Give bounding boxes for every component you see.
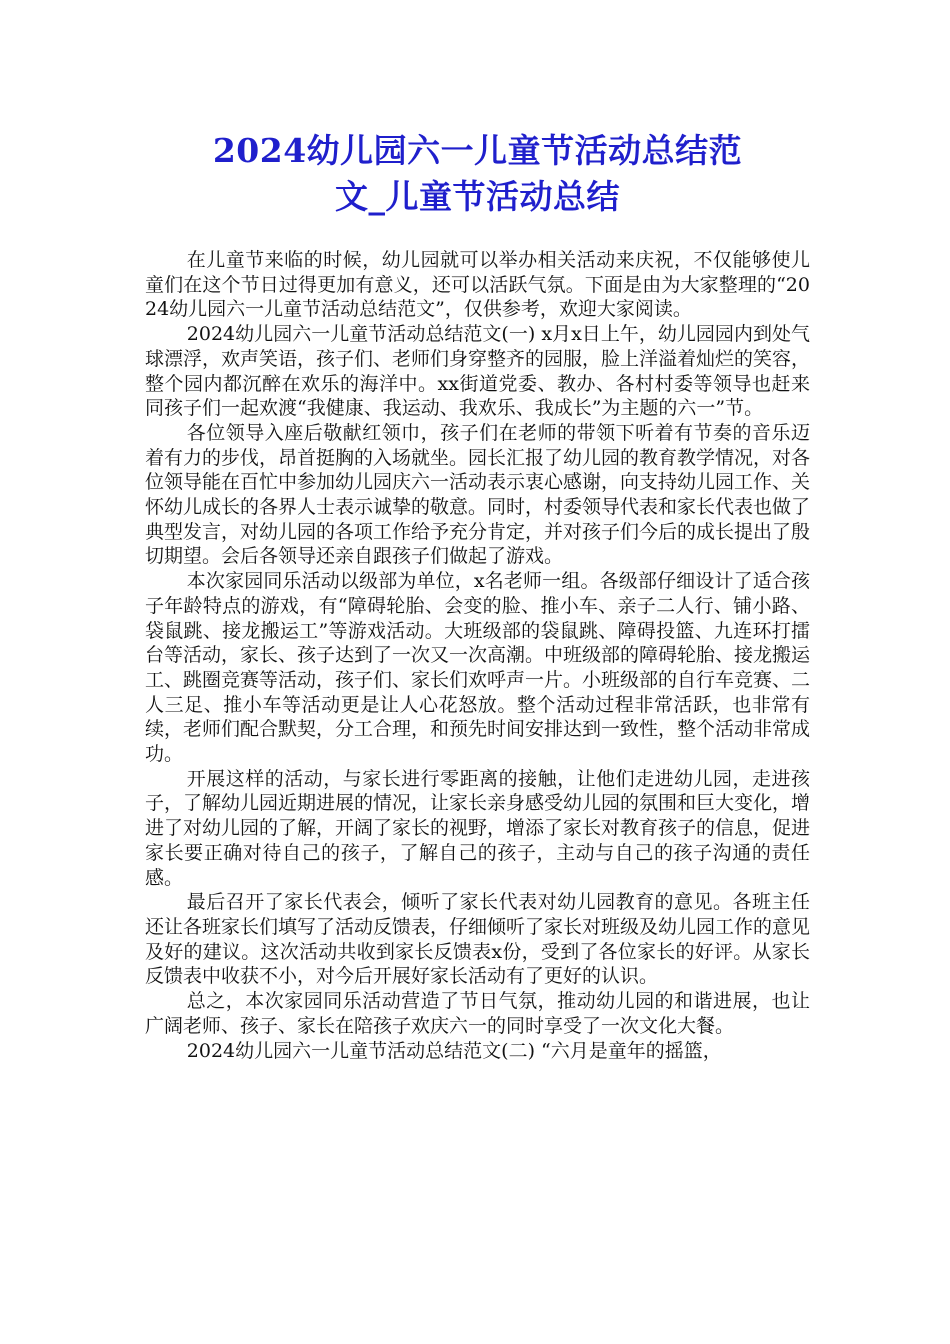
title-line-2: 文_儿童节活动总结	[335, 177, 620, 216]
paragraph-2: 各位领导入座后敬献红领巾，孩子们在老师的带领下听着有节奏的音乐迈着有力的步伐，昂首挺胸的入场就坐。园长汇报了幼儿园的教育教学情况，对各位领导能在百忙中参加幼儿园庆六一活动表示衷心感谢，向支持幼儿园工作、关怀幼儿成长的各界人士表示诚挚的敬意。同时，村委领导代表和家长代表也做了典型发言，对幼儿园的各项工作给予充分肯定，并对孩子们今后的成长提出了殷切期望。会后各领导还亲自跟孩子们做起了游戏。	[145, 421, 811, 568]
paragraph-6: 总之，本次家园同乐活动营造了节日气氛，推动幼儿园的和谐进展，也让广阔老师、孩子、家长在陪孩子欢庆六一的同时享受了一次文化大餐。	[145, 990, 810, 1037]
document-body	[145, 248, 810, 1063]
paragraph-7: 2024幼儿园六一儿童节活动总结范文(二) “六月是童年的摇篮，	[186, 1039, 722, 1062]
paragraph-4: 开展这样的活动，与家长进行零距离的接触，让他们走进幼儿园，走进孩子，了解幼儿园近期进展的情况，让家长亲身感受幼儿园的氛围和巨大变化，增进了对幼儿园的了解，开阔了家长的视野，增添了家长对教育孩子的信息，促进家长要正确对待自己的孩子，了解自己的孩子，主动与自己的孩子沟通的责任感。	[145, 767, 811, 889]
document-title	[145, 128, 810, 220]
paragraph-5: 最后召开了家长代表会，倾听了家长代表对幼儿园教育的意见。各班主任还让各班家长们填写了活动反馈表，仔细倾听了家长对班级及幼儿园工作的意见及好的建议。这次活动共收到家长反馈表x份，受到了各位家长的好评。从家长反馈表中收获不小，对今后开展好家长活动有了更好的认识。	[145, 891, 811, 988]
title-line-1: 2024幼儿园六一儿童节活动总结范	[212, 131, 743, 170]
paragraph-3: 本次家园同乐活动以级部为单位，x名老师一组。各级部仔细设计了适合孩子年龄特点的游戏，有“障碍轮胎、会变的脸、推小车、亲子二人行、铺小路、袋鼠跳、接龙搬运工”等游戏活动。大班级部的袋鼠跳、障碍投篮、九连环打擂台等活动，家长、孩子达到了一次又一次高潮。中班级部的障碍轮胎、接龙搬运工、跳圈竞赛等活动，孩子们、家长们欢呼声一片。小班级部的自行车竞赛、二人三足、推小车等活动更是让人心花怒放。整个活动过程非常活跃，也非常有续，老师们配合默契，分工合理，和预先时间安排达到一致性，整个活动非常成功。	[145, 570, 811, 766]
paragraph-intro: 在儿童节来临的时候，幼儿园就可以举办相关活动来庆祝，不仅能够使儿童们在这个节日过得更加有意义，还可以活跃气氛。下面是由为大家整理的“2024幼儿园六一儿童节活动总结范文”，仅供参考，欢迎大家阅读。	[145, 249, 810, 321]
paragraph-1: 2024幼儿园六一儿童节活动总结范文(一) x月x日上午，幼儿园园内到处气球漂浮，欢声笑语，孩子们、老师们身穿整齐的园服，脸上洋溢着灿烂的笑容，整个园内都沉醉在欢乐的海洋中。xx街道党委、教办、各村村委等领导也赶来同孩子们一起欢渡“我健康、我运动、我欢乐、我成长”为主题的六一”节。	[145, 323, 811, 420]
